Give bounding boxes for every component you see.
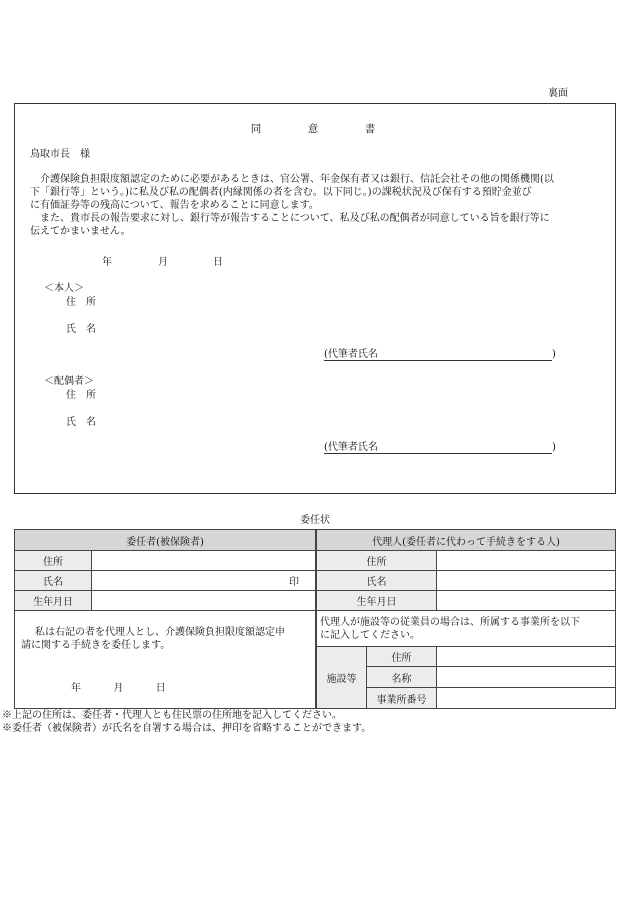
facility-note-line1: 代理人が施設等の従業員の場合は、所属する事業所を以下 bbox=[320, 616, 580, 628]
agent-name-label: 氏名 bbox=[317, 571, 437, 591]
principal-name-field[interactable] bbox=[92, 571, 316, 591]
note-1: ※上記の住所は、委任者・代理人とも住民票の住所地を記入してください。 bbox=[2, 710, 342, 721]
proxy-date-month: 月 bbox=[113, 683, 124, 694]
facility-label: 施設等 bbox=[317, 647, 367, 709]
facility-address-label: 住所 bbox=[367, 647, 437, 667]
proxy-date-day: 日 bbox=[155, 683, 166, 694]
facility-address-field[interactable] bbox=[437, 647, 616, 667]
agent-birthdate-label: 生年月日 bbox=[317, 591, 437, 611]
para2-line2: 伝えてかまいません。 bbox=[30, 226, 131, 237]
agent-address-field[interactable] bbox=[437, 551, 616, 571]
addressee: 鳥取市長 様 bbox=[30, 149, 90, 160]
spouse-label: ＜配偶者＞ bbox=[44, 376, 94, 387]
spouse-proxy-writer[interactable] bbox=[324, 438, 556, 454]
spouse-proxy-writer-close: ) bbox=[552, 442, 556, 453]
agent-address-label: 住所 bbox=[317, 551, 437, 571]
delegation-cell bbox=[15, 611, 316, 709]
delegation-line2: 請に関する手続きを委任します。 bbox=[21, 640, 171, 651]
self-address-label: 住 所 bbox=[66, 297, 96, 308]
consent-paragraph-1 bbox=[30, 173, 618, 238]
consent-date-year: 年 bbox=[102, 257, 112, 268]
self-proxy-writer[interactable] bbox=[324, 345, 556, 361]
self-name-label: 氏 名 bbox=[66, 324, 96, 335]
seal-mark: 印 bbox=[289, 577, 299, 588]
principal-birthdate-field[interactable] bbox=[92, 591, 316, 611]
principal-name-label: 氏名 bbox=[15, 571, 92, 591]
self-proxy-writer-close: ) bbox=[552, 349, 556, 360]
para1-line1: 介護保険負担限度額認定のために必要があるときは、官公署、年金保有者又は銀行、信託会社その他の関係機関(以 bbox=[40, 174, 554, 185]
delegation-line1: 私は右記の者を代理人とし、介護保険負担限度額認定申 bbox=[35, 627, 285, 638]
facility-note-line2: に記入してください。 bbox=[320, 629, 420, 641]
principal-address-label: 住所 bbox=[15, 551, 92, 571]
page-side-label: 裏面 bbox=[548, 88, 568, 99]
proxy-date-year: 年 bbox=[71, 683, 81, 694]
proxy-date bbox=[19, 682, 311, 695]
principal-birthdate-label: 生年月日 bbox=[15, 591, 92, 611]
consent-date-month: 月 bbox=[158, 257, 168, 268]
agent-table bbox=[316, 529, 616, 709]
facility-number-label: 事業所番号 bbox=[367, 688, 437, 709]
facility-note bbox=[317, 611, 616, 647]
para2-line1: また、貴市長の報告要求に対し、銀行等が報告することについて、私及び私の配偶者が同意している旨を銀行等に bbox=[40, 213, 550, 224]
self-proxy-writer-open: (代筆者氏名 bbox=[324, 345, 552, 361]
agent-name-field[interactable] bbox=[437, 571, 616, 591]
principal-header: 委任者(被保険者) bbox=[15, 530, 316, 551]
principal-table bbox=[14, 529, 316, 709]
spouse-proxy-writer-open: (代筆者氏名 bbox=[324, 438, 552, 454]
agent-header: 代理人(委任者に代わって手続きをする人) bbox=[317, 530, 616, 551]
principal-address-field[interactable] bbox=[92, 551, 316, 571]
note-2: ※委任者（被保険者）が氏名を自署する場合は、押印を省略することができます。 bbox=[2, 723, 372, 734]
agent-birthdate-field[interactable] bbox=[437, 591, 616, 611]
para1-line3: に有価証券等の残高について、報告を求めることに同意します。 bbox=[30, 200, 319, 211]
consent-title: 同 意 書 bbox=[250, 123, 394, 135]
consent-form-box bbox=[14, 103, 616, 494]
proxy-title: 委任状 bbox=[300, 515, 330, 526]
facility-name-field[interactable] bbox=[437, 667, 616, 688]
consent-date-day: 日 bbox=[213, 257, 223, 268]
spouse-address-label: 住 所 bbox=[66, 390, 96, 401]
self-label: ＜本人＞ bbox=[44, 283, 84, 294]
spouse-name-label: 氏 名 bbox=[66, 417, 96, 428]
para1-line2: 下「銀行等」という。)に私及び私の配偶者(内縁関係の者を含む。以下同じ。)の課税状況及び保有する預貯金並び bbox=[30, 187, 532, 198]
facility-name-label: 名称 bbox=[367, 667, 437, 688]
facility-number-field[interactable] bbox=[437, 688, 616, 709]
